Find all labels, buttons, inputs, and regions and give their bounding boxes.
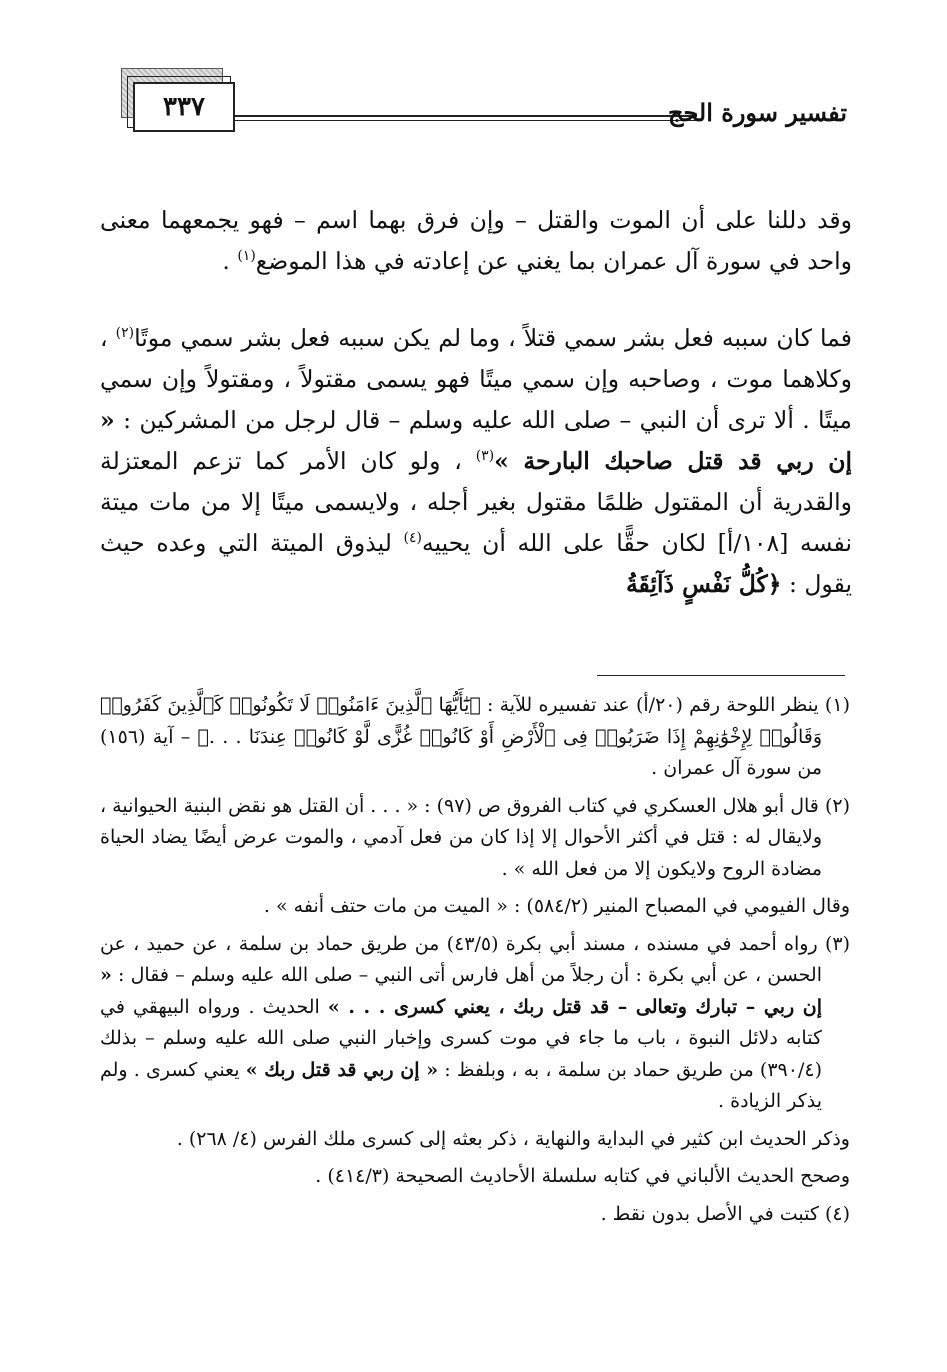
paragraph-2-text-a: فما كان سببه فعل بشر سمي قتلاً ، وما لم يكن سببه فعل بشر سمي موتًا [134,324,852,352]
footnote-ref-4: (٤) [403,530,422,547]
paragraph-1-text: وقد دللنا على أن الموت والقتل – وإن فرق بهما اسم – فهو يجمعهما معنى واحد في سورة آل عمران بما يغني عن إعادته في هذا الموضع [100,206,852,275]
footnote-3-text-c: الحديث . ورواه البيهقي في كتابه دلائل النبوة ، باب ما جاء في موت كسرى وإخبار النبي صلى الله عليه وسلم – بذلك (٣٩٠/٤) من طريق حماد بن سلمة ، به ، وبلفظ : [100,995,822,1081]
footnote-4 [100,1199,850,1231]
footnote-3-extra-1: وذكر الحديث ابن كثير في البداية والنهاية ، ذكر بعثه إلى كسرى ملك الفرس (٤/ ٢٦٨) . [176,1127,850,1150]
footnote-2-text: قال أبو هلال العسكري في كتاب الفروق ص (٩٧) : « . . . أن القتل هو نقض البنية الحيوانية ، ولايقال له : قتل في أكثر الأحوال إلا إذا كان من فعل آدمي ، والموت عرض أيضًا يضاد الحياة مضادة الروح ولايكون إلا من فعل الله » . [100,794,822,880]
footnote-ref-3: (٣) [475,448,495,465]
footnote-3-hadith-a: « إن ربي – تبارك وتعالى – قد قتل ربك ، يعني كسرى . . . » [100,964,823,1018]
footnote-4-text: كتبت في الأصل بدون نقط . [600,1202,819,1225]
paragraph-1-end: . [222,247,230,275]
footnote-2-number: (٢) [824,794,850,817]
footnote-3-text-a: رواه أحمد في مسنده ، مسند أبي بكرة (٤٣/٥) من طريق حماد بن سلمة ، عن حميد ، عن الحسن ، عن أبي بكرة : أن رجلاً من أهل فارس أتى النبي – صلى الله عليه وسلم – فقال : [100,932,822,986]
footnote-4-number: (٤) [824,1202,850,1225]
paragraph-2-text-c: ، ولو كان الأمر كما تزعم المعتزلة والقدرية أن المقتول ظلمًا مقتول بغير أجله ، ولايسمى ميتًا إلا من مات ميتة نفسه [١٠٨/أ] لكان حقًّا على الله أن يحييه [100,447,852,557]
footnote-3-extra-2: وصحح الحديث الألباني في كتابه سلسلة الأحاديث الصحيحة (٤١٤/٣) . [315,1165,850,1187]
running-title: تفسير سورة الحج [667,98,847,127]
footnote-3-text-e: يعني كسرى . ولم يذكر الزيادة . [100,1058,822,1112]
quran-quote: ﴿كُلُّ نَفْسٍ ذَآئِقَةُ [625,570,782,598]
main-text [100,200,852,605]
footnote-1 [100,690,850,785]
header-rule [235,115,697,117]
header-rule-thin [235,120,697,121]
footnote-3 [100,929,850,1118]
footnote-3-hadith-b: « إن ربي قد قتل ربك » [245,1058,439,1081]
footnotes [100,690,850,1236]
paragraph-2-text-b: ، وكلاهما موت ، وصاحبه وإن سمي ميتًا فهو يسمى مقتولاً ، ومقتولاً وإن سمي ميتًا . ألا ترى أن النبي – صلى الله عليه وسلم – قال لرجل من المشركين : [100,324,852,434]
footnote-2-extra: وقال الفيومي في المصباح المنير (٥٨٤/٢) : « الميت من مات حتف أنفه » . [263,895,850,917]
page-header [105,68,847,168]
paragraph-2-text-d: ليذوق الميتة التي وعده حيث يقول : [100,529,852,598]
footnote-1-text: ينظر اللوحة رقم (٢٠/أ) عند تفسيره للآية : ﴿يَٰٓأَيُّهَا ٱلَّذِينَ ءَامَنُوا۟ لَا تَكُونُوا۟ كَٱلَّذِينَ كَفَرُوا۟ وَقَالُوا۟ لِإِخْوَٰنِهِمْ إِذَا ضَرَبُوا۟ فِى ٱلْأَرْضِ أَوْ كَانُوا۟ غُزًّى لَّوْ كَانُوا۟ عِندَنَا . . .﴾ – آية (١٥٦) من سورة آل عمران . [100,694,822,779]
footnote-separator [597,675,845,676]
paragraph-1 [100,200,852,282]
paragraph-2 [100,318,852,605]
footnote-2 [100,791,850,886]
page-number: ٣٣٧ [133,82,235,132]
footnote-ref-1: (١) [237,248,256,265]
footnote-3-number: (٣) [824,932,851,955]
footnote-1-number: (١) [824,694,850,716]
footnote-ref-2: (٢) [115,325,135,342]
hadith-quote: « إن ربي قد قتل صاحبك البارحة » [100,406,852,475]
